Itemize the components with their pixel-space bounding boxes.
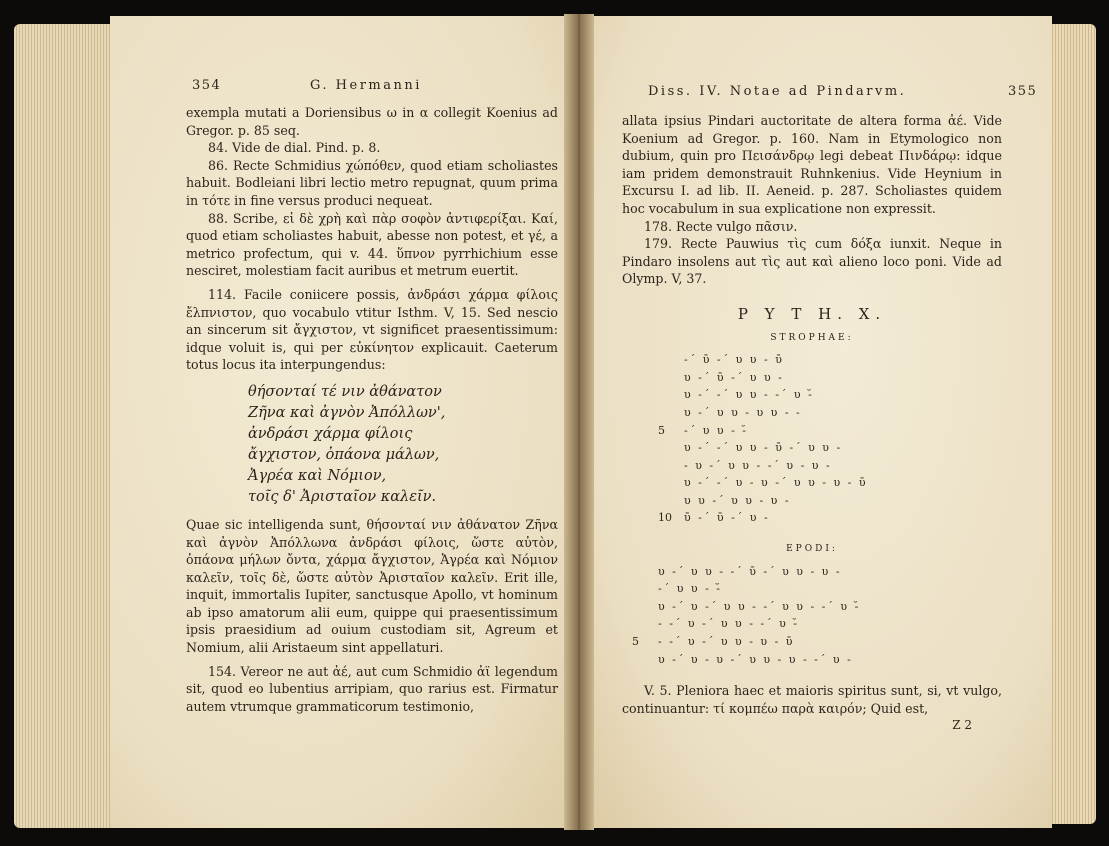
metre-line: υ -´ ῡ -´ υ υ - xyxy=(684,370,784,384)
strophae-metre xyxy=(658,351,1002,527)
metre-line: 10 ῡ -´ ῡ -´ υ - xyxy=(658,511,770,525)
verse-line: ἄγχιστον, ὀπάονα μάλων, xyxy=(248,446,440,463)
signature-mark: Z 2 xyxy=(952,718,972,733)
epodi-metre xyxy=(632,563,1002,669)
note-88: 88. Scribe, εἰ δὲ χρὴ καὶ πὰρ σοφὸν ἀντιφερίξαι. Καί, quod etiam scholiastes habuit, abesse non potest, et γέ, a metrico profectum, qui v. 44. ὕπνον pyrrhichium esse nesciret, molestiam facit auribus et metrum euertit. xyxy=(186,210,558,279)
note-84: 84. Vide de dial. Pind. p. 8. xyxy=(208,140,381,156)
metre-line: υ -´ -´ υ υ - -´ υ -̆ xyxy=(684,388,814,402)
metre-line: -´ ῡ -´ υ υ - ῡ xyxy=(684,353,784,367)
metre-line: υ -´ υ υ - υ υ - - xyxy=(684,405,802,419)
right-page xyxy=(582,16,1052,828)
left-running-head: G. Hermanni xyxy=(310,78,422,93)
verse-explanation: Quae sic intelligenda sunt, θήσονταί νιν ἀθάνατον Ζῆνα καὶ ἀγνὸν Ἀπόλλωνα ἀνδράσι φίλοις, ὥστε αὐτὸν, ὀπάονα μήλων ὄντα, χάρμα ἄγχιστον, Ἀγρέα καὶ Νόμιον καλεῖν, τοῖς δὲ, ὥστε αὐτὸν Ἀρισταῖον καλεῖν. Erit ille, inquit, immortalis Iupiter, sanctusque Apollo, vt hominum ab ipso amatorum alii eum, quippe qui praesentissimum ipsis praesidium ad ouium custodiam sit, Agreum et Nomium, alii Aristaeum sint appellaturi. xyxy=(186,516,558,656)
note-continuation: allata ipsius Pindari auctoritate de altera forma ἀέ. Vide Koenium ad Gregor. p. 160. Nam in Etymologico non dubium, quin pro Πεισάνδρῳ legi debeat Πινδάρῳ: idque iam pridem demonstrauit Ruhnkenius. Vide Heynium in Excursu I. ad lib. II. Aeneid. p. 287. Scholiastes quidem hoc vocabulum in sua explicatione non expressit. xyxy=(622,113,1002,216)
metre-line: υ -´ υ -´ υ υ - -´ υ υ - -´ υ -̆ xyxy=(658,599,861,613)
metre-line: υ -´ υ υ - -´ ῡ -´ υ υ - υ - xyxy=(658,564,842,578)
note-86: 86. Recte Schmidius χώπόθεν, quod etiam scholiastes habuit. Bodleiani libri lectio metro repugnat, quum prima in τότε in fine versus produci nequeat. xyxy=(186,157,558,208)
verse-line: θήσονταί τέ νιν ἀθάνατον xyxy=(248,383,442,400)
right-body xyxy=(622,112,1002,735)
left-page xyxy=(110,16,576,828)
greek-verse-block xyxy=(248,382,558,508)
note-114: 114. Facile coniicere possis, ἀνδράσι χάρμα φίλοις ἔλπνιστον, quo vocabulo vtitur Isthm. V, 15. Sed nescio an sincerum sit ἄγχιστον, vt significet praesentissimum: idque voluit is, qui per εὐκίνητον explicauit. Caeterum totus locus ita interpungendus: xyxy=(186,286,558,373)
note-v5: V. 5. Pleniora haec et maioris spiritus sunt, si, vt vulgo, continuantur: τί κομπέω παρὰ καιρόν; Quid est, xyxy=(622,683,1002,716)
section-heading: P Y T H. X. xyxy=(737,304,887,323)
metre-line: 5 - -´ υ -´ υ υ - υ - ῡ xyxy=(632,635,795,649)
metre-line: - υ -´ υ υ - -´ υ - υ - xyxy=(684,458,832,472)
left-body xyxy=(186,104,558,715)
strophae-label: STROPHAE: xyxy=(770,332,854,343)
left-page-number: 354 xyxy=(192,78,222,93)
note-178: 178. Recte vulgo πᾶσιν. xyxy=(644,218,798,234)
verse-line: Ζῆνα καὶ ἀγνὸν Ἀπόλλων', xyxy=(248,404,446,421)
right-running-head: Diss. IV. Notae ad Pindarvm. xyxy=(648,84,907,99)
note-154: 154. Vereor ne aut ἀέ, aut cum Schmidio ἀϊ legendum sit, quod eo lubentius arripiam, quo rarius est. Firmatur autem vtrumque grammaticorum testimonio, xyxy=(186,663,558,714)
metre-line: υ -´ -´ υ - υ -´ υ υ - υ - ῡ xyxy=(684,476,868,490)
note-paragraph: exempla mutati a Doriensibus ω in α collegit Koenius ad Gregor. p. 85 seq. xyxy=(186,105,558,138)
metre-line: 5 -´ υ υ - -̆ xyxy=(658,423,749,437)
epodi-label: EPODI: xyxy=(786,544,838,555)
verse-line: τοῖς δ' Ἀρισταῖον καλεῖν. xyxy=(248,488,437,505)
note-179: 179. Recte Pauwius τὶς cum δόξα iunxit. Neque in Pindaro insolens aut τὶς aut καὶ alieno loco poni. Vide ad Olymp. V, 37. xyxy=(622,236,1002,287)
verse-line: Ἀγρέα καὶ Νόμιον, xyxy=(248,467,387,484)
metre-line: υ υ -´ υ υ - υ - xyxy=(684,493,791,507)
metre-line: -´ υ υ - -̆ xyxy=(658,582,723,596)
right-page-number: 355 xyxy=(1008,84,1038,99)
metre-line: υ -´ υ - υ -´ υ υ - υ - -´ υ - xyxy=(658,652,853,666)
metre-line: - -´ υ -´ υ υ - -´ υ -̆ xyxy=(658,617,800,631)
book-gutter xyxy=(564,14,594,830)
verse-line: ἀνδράσι χάρμα φίλοις xyxy=(248,425,413,442)
metre-line: υ -´ -´ υ υ - ῡ -´ υ υ - xyxy=(684,441,843,455)
open-book xyxy=(14,10,1096,838)
